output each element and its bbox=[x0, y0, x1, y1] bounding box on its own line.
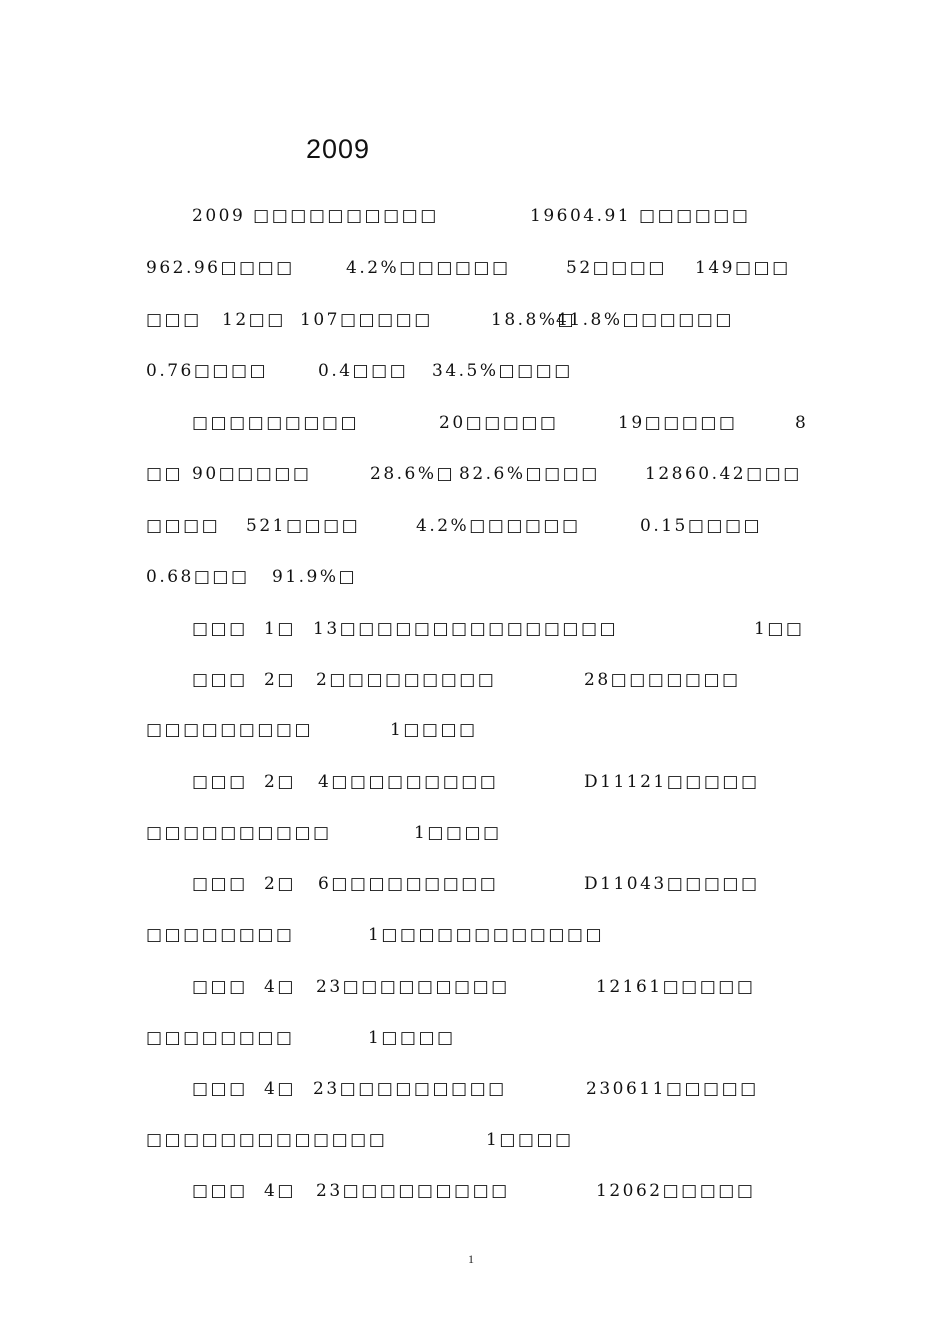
text-segment: 2□ bbox=[264, 670, 296, 690]
text-segment: 230611□□□□□ bbox=[586, 1079, 759, 1099]
text-segment: 90□□□□□ bbox=[192, 464, 312, 484]
text-segment: 12062□□□□□ bbox=[596, 1181, 756, 1201]
text-segment: 0.15□□□□ bbox=[640, 516, 763, 536]
text-segment: □□□ bbox=[192, 977, 248, 997]
text-segment: 107□□□□□ bbox=[300, 310, 433, 330]
text-segment: 0.68□□□ bbox=[146, 567, 250, 587]
text-line bbox=[0, 310, 800, 336]
text-segment: 28□□□□□□□ bbox=[584, 670, 741, 690]
text-segment: 91.9%□ bbox=[272, 567, 358, 587]
text-segment: 1□□□□ bbox=[414, 823, 502, 843]
text-segment: 23□□□□□□□□□ bbox=[316, 977, 510, 997]
text-segment: D11121□□□□□ bbox=[584, 772, 760, 792]
text-segment: □□□□□□□□□□ bbox=[146, 823, 332, 843]
text-segment: □□□□□□□□□□□□□ bbox=[146, 1130, 388, 1150]
text-segment: □□□ bbox=[192, 670, 248, 690]
text-segment: 12□□ bbox=[222, 310, 286, 330]
text-segment: 1□□□□ bbox=[368, 1028, 456, 1048]
text-segment: □□□ bbox=[192, 772, 248, 792]
text-line bbox=[0, 772, 800, 798]
text-segment: 521□□□□ bbox=[246, 516, 361, 536]
text-line bbox=[0, 1079, 800, 1105]
text-segment: 4□ bbox=[264, 1079, 296, 1099]
text-segment: 0.4□□□ bbox=[318, 361, 409, 381]
text-segment: □□□□□□□□ bbox=[146, 925, 295, 945]
text-segment: □□□ bbox=[192, 619, 248, 639]
text-segment: D11043□□□□□ bbox=[584, 874, 760, 894]
text-line bbox=[0, 670, 800, 696]
text-segment: 1□ bbox=[264, 619, 296, 639]
text-segment: 962.96□□□□ bbox=[146, 258, 295, 278]
text-segment: 52□□□□ bbox=[566, 258, 667, 278]
text-line bbox=[0, 823, 800, 849]
text-segment: □□ bbox=[146, 464, 184, 484]
text-segment: 28.6%□ bbox=[370, 464, 456, 484]
text-line bbox=[0, 361, 800, 387]
text-segment: 4.2%□□□□□□ bbox=[416, 516, 581, 536]
page-number: 1 bbox=[468, 1252, 474, 1266]
text-segment: 20□□□□□ bbox=[439, 413, 559, 433]
text-line bbox=[0, 1130, 800, 1156]
text-segment: 2□ bbox=[264, 772, 296, 792]
text-segment: 4□□□□□□□□□ bbox=[318, 772, 499, 792]
text-segment: □□□□ bbox=[146, 516, 221, 536]
text-line bbox=[0, 206, 800, 232]
text-segment: 23□□□□□□□□□ bbox=[313, 1079, 507, 1099]
text-segment: □□□ bbox=[192, 1181, 248, 1201]
text-segment: 149□□□ bbox=[695, 258, 791, 278]
text-segment: 19604.91 □□□□□□ bbox=[530, 206, 751, 226]
text-segment: 82.6%□□□□ bbox=[459, 464, 600, 484]
text-segment: 8 bbox=[795, 413, 809, 433]
text-segment: 12161□□□□□ bbox=[596, 977, 756, 997]
text-segment: 12860.42□□□ bbox=[645, 464, 802, 484]
text-segment: 13□□□□□□□□□□□□□□□ bbox=[313, 619, 619, 639]
text-segment: 6□□□□□□□□□ bbox=[318, 874, 499, 894]
text-segment: 2□ bbox=[264, 874, 296, 894]
text-line bbox=[0, 567, 800, 593]
text-line bbox=[0, 1181, 800, 1207]
text-segment: 1□□ bbox=[754, 619, 805, 639]
text-segment: □□□ bbox=[192, 874, 248, 894]
text-line bbox=[0, 977, 800, 1003]
text-segment: 18.8%□ bbox=[491, 310, 577, 330]
text-line bbox=[0, 874, 800, 900]
text-segment: 1□□□□□□□□□□□□ bbox=[368, 925, 605, 945]
text-line bbox=[0, 516, 800, 542]
text-line bbox=[0, 720, 800, 746]
text-segment: 1□□□□ bbox=[390, 720, 478, 740]
text-line bbox=[0, 1028, 800, 1054]
text-segment: 41.8%□□□□□□ bbox=[556, 310, 734, 330]
text-segment: 34.5%□□□□ bbox=[432, 361, 573, 381]
text-line bbox=[0, 413, 809, 439]
text-segment: 19□□□□□ bbox=[618, 413, 738, 433]
text-segment: 4.2%□□□□□□ bbox=[346, 258, 511, 278]
text-segment: 0.76□□□□ bbox=[146, 361, 269, 381]
text-segment: 2009 □□□□□□□□□□ bbox=[192, 206, 439, 226]
text-segment: 1□□□□ bbox=[486, 1130, 574, 1150]
text-line bbox=[0, 258, 800, 284]
text-line bbox=[0, 464, 800, 490]
text-segment: 2□□□□□□□□□ bbox=[316, 670, 497, 690]
text-segment: □□□ bbox=[146, 310, 202, 330]
document-title: 2009 bbox=[306, 134, 371, 164]
text-segment: □□□□□□□□□ bbox=[146, 720, 314, 740]
text-segment: □□□□□□□□□ bbox=[192, 413, 360, 433]
text-segment: 23□□□□□□□□□ bbox=[316, 1181, 510, 1201]
text-line bbox=[0, 925, 800, 951]
text-line bbox=[0, 619, 805, 645]
text-segment: 4□ bbox=[264, 1181, 296, 1201]
text-segment: □□□□□□□□ bbox=[146, 1028, 295, 1048]
text-segment: □□□ bbox=[192, 1079, 248, 1099]
text-segment: 4□ bbox=[264, 977, 296, 997]
